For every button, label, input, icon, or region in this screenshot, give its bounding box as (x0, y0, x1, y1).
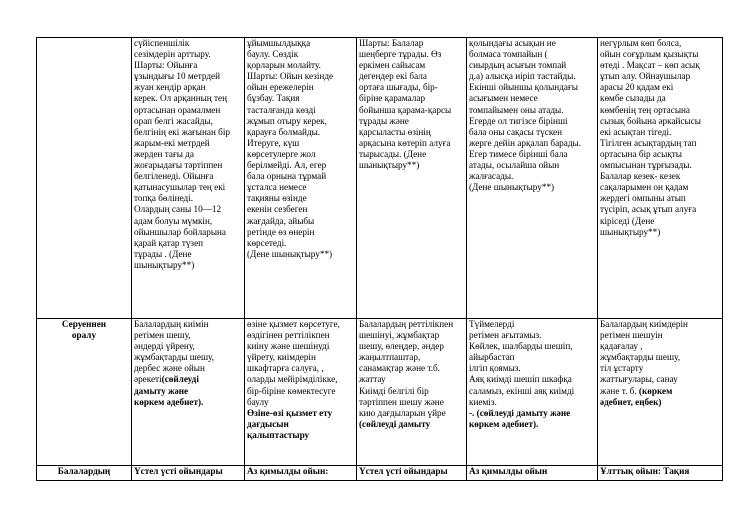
cell-tue-next: Аз қимылды ойын: (245, 466, 357, 481)
cell-mon-next: Үстел үсті ойындары (132, 466, 245, 481)
table-row-activity (37, 38, 723, 319)
cell-thu-walk (467, 319, 598, 466)
cell-text: Түймелерді ретімен ағытамыз. Көйлек, шалбарды шешіп, айырбастап ілгіп қоямыз. Аяқ киімді шешіп шкафқа саламыз, екінші аяқ киімді киеміз. (469, 319, 575, 407)
cell-text: Балалардың реттілікпен шешінуі, жұмбақтар шешу, өлеңдер, әндер жаңылтпаштар, санамақтар және т.б. жаттау Киімді белгілі бір тәртіппен шешу және кию дағдыларын үйре (359, 319, 454, 418)
row-label-walk: Серуеннен оралу (37, 319, 132, 466)
row-label-activity (37, 38, 132, 319)
cell-mon-walk (132, 319, 245, 466)
cell-wed-activity (357, 38, 467, 319)
cell-fri-walk (598, 319, 723, 466)
cell-tue-walk (245, 319, 357, 466)
table-row-next (37, 466, 723, 481)
table-row-walk (37, 319, 723, 466)
cell-text: сүйіспеншілік сезімдерін арттыру. Шарты: Ойынға ұзындығы 10 метрдей жуан кендір арқан керек. Ол арқанның тең ортасынан орамалмен орап белгі жасайды, белгінің екі жағынан бір жарым-екі метрдей жерден тағы да жоғарыдағы тәртіппен белгіленеді. Ойынға қатынасушылар тең екі топқа бөлінеді. Олардың саны 10—12 адам болуы мүмкін, ойыншылар бойларына қарай қатар түзеп тұрады . (Дене шынықтыру**) (134, 38, 231, 270)
cell-text: негүрлым көп болса, ойын соғұрлым қызықты өтеді . Мақсат – көп асық ұтып алу. Ойнаушылар арасы 20 қадам екі көмбе сызады да көмбенің тең ортасына сызық бойына әркайсысы екі асықтан тігеді. Тігілген асықтардың тап ортасына бір асықты омпысынан тұрғызады. Балалар кезек- кезек сақаларымен он қадам жердегі омпыны атып түсіріп, асық ұтып алуға кіріседі (Дене шынықтыру**) (600, 38, 701, 237)
cell-text: қолындағы асықын не болмаса томпайын ( сиырдың асығын томпай д.а) алысқа иіріп тастайды. Екінші ойыншы қолындағы асығымен немесе томпайымен оны атады. Егерде ол тигізсе бірінші бала оны сақасы түскен жерге дейін арқалап барады. Егер тимесе бірінші бала атады, осылайша ойын жалғасады. (Дене шынықтыру**) (469, 38, 581, 193)
cell-wed-walk (357, 319, 467, 466)
cell-fri-next: Ұлттық ойын: Тақия (598, 466, 723, 481)
plan-table (36, 37, 723, 481)
row-label-next: Балалардың (37, 466, 132, 481)
cell-mon-activity (132, 38, 245, 319)
cell-text: Балалардың киімдерін ретімен шешуін қадағалау , жұмбақтарды шешу, тіл ұстарту жаттығулары, санау және т. б. (көркем әдебиет, еңбек) (600, 319, 688, 407)
cell-text: ұйымшылдыққа баулу. Сөздік қорларын молайту. Шарты: Ойын кезінде ойын ережелерін бұзбау. Тақия тасталғанда көзді жұмып отыру керек, қарауға болмайды. Итеруге, күш көрсетулерге жол берілмейді. Ал, егер бала орнына тұрмай ұсталса немесе тақияны өзінде екенін сезбеген жағдайда, айыбы ретінде өз өнерін көрсетеді. (Дене шынықтыру**) (247, 38, 334, 259)
cell-thu-next: Аз қимылды ойын (467, 466, 598, 481)
cell-thu-activity (467, 38, 598, 319)
cell-tue-activity (245, 38, 357, 319)
cell-text: Шарты: Балалар шеңберге тұрады. Өз еркімен сайысам дегендер екі бала ортаға шығады, бір- біріне қарамалар бойынша қарама-қарсы тұрады және қарсыласты өзінің арқасына көтеріп алуға тырысады. (Дене шынықтыру**) (359, 38, 452, 171)
cell-text-bold: Өзіне-өзі қызмет ету дағдысын қалыптастыру (247, 407, 333, 440)
cell-text: Балалардың киімін ретімен шешу, әндерді үйрену, жұмбақтарды шешу, дербес және ойын әрекеті(сөйлеуді дамыту және көркем әдебиет). (134, 319, 214, 407)
cell-text-bold: -. (сөйлеуді дамыту және көркем әдебиет). (469, 407, 571, 429)
cell-text: өзіне қызмет көрсетуге, өздігінен реттілікпен киіну және шешінуді үйрету, киімдерін шкафтарға салуға, , оларды мейірімділікке, бір-біріне көмектесуге баулу (247, 319, 340, 407)
cell-text-bold: (сөйлеуді дамыту (359, 418, 431, 429)
cell-fri-activity (598, 38, 723, 319)
cell-wed-next: Үстел үсті ойындары (357, 466, 467, 481)
